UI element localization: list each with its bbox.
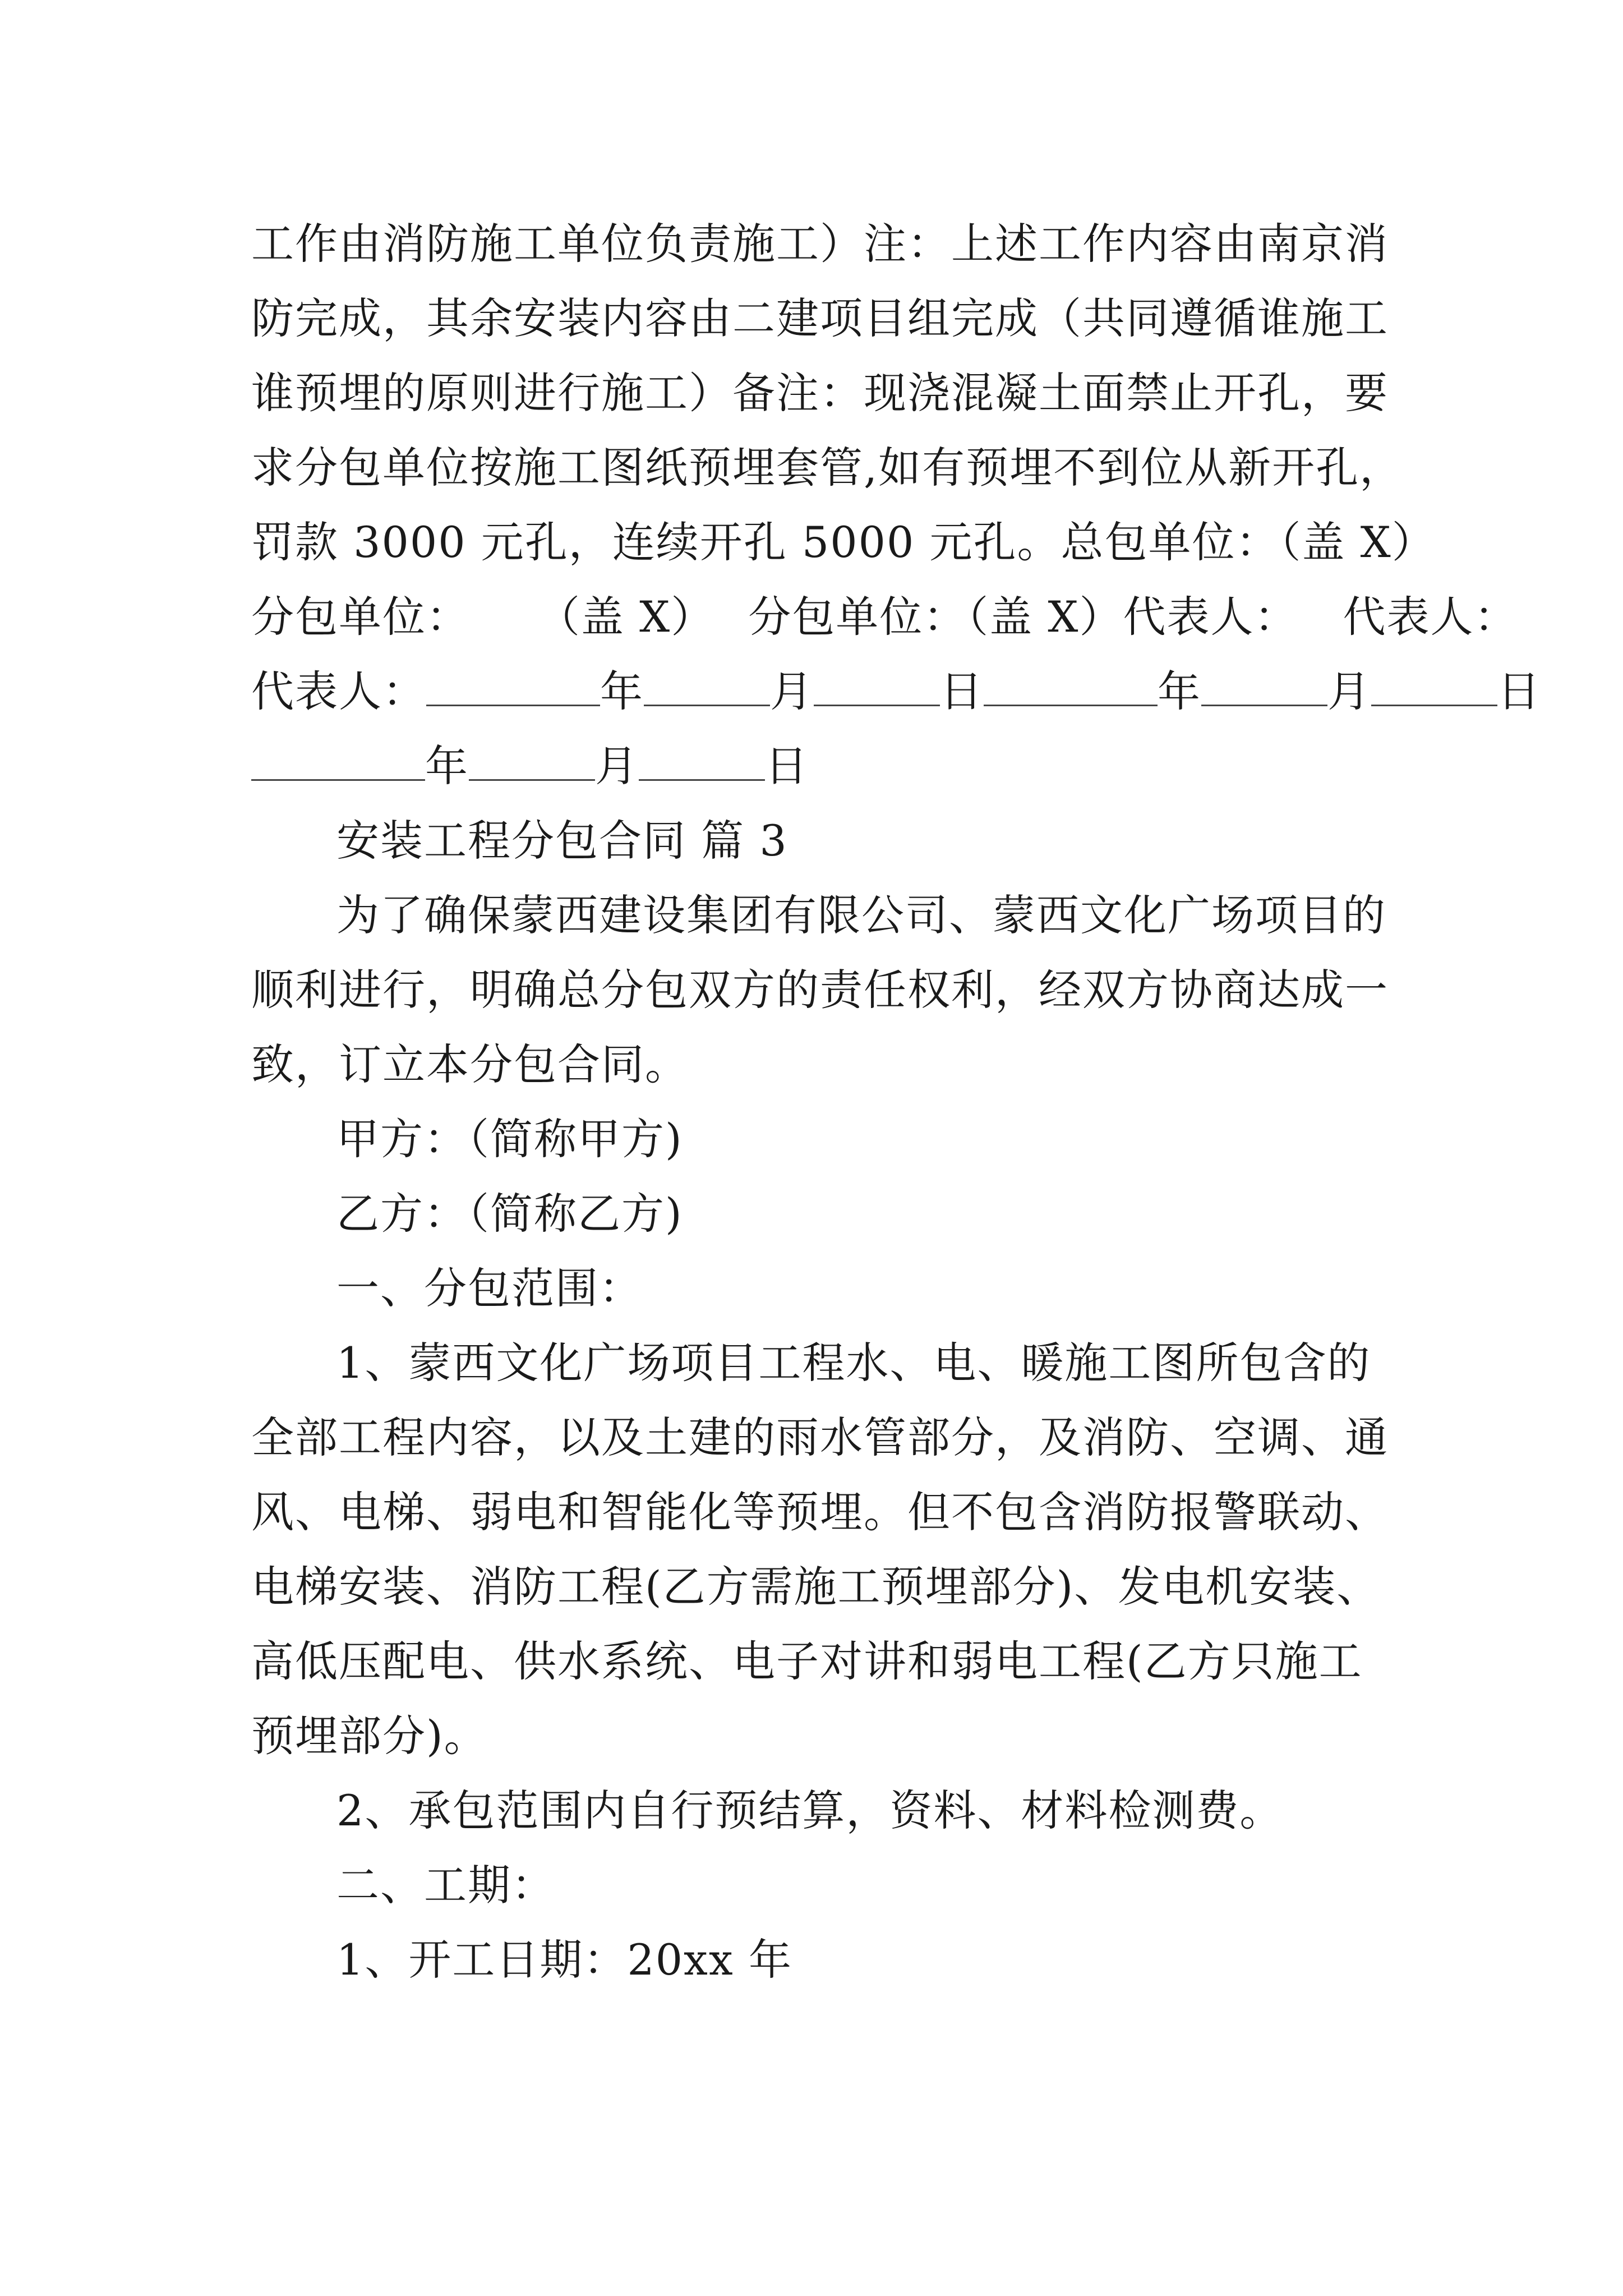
blank-line [984,665,1158,706]
paragraph-line: 电梯安装、消防工程(乙方需施工预埋部分)、发电机安装、 [251,1562,1381,1612]
text-line: 求分包单位按施工图纸预埋套管,如有预埋不到位从新开孔， [251,443,1404,493]
month-label: 月 [1327,666,1371,716]
paragraph-line: 预埋部分)。 [251,1711,488,1761]
signature-label: 代表人： [1343,592,1518,642]
year-label: 年 [1158,666,1201,716]
blank-line [1201,665,1327,706]
clause-heading: 一、分包范围： [336,1263,643,1313]
section-title: 安装工程分包合同 篇 3 [336,816,788,866]
signature-label: 分包单位： [251,592,470,642]
paragraph-line: 风、电梯、弱电和智能化等预埋。但不包含消防报警联动、 [251,1487,1389,1537]
text-line: 工作由消防施工单位负责施工）注：上述工作内容由南京消 [251,219,1389,269]
text-line: 罚款 3000 元孔，连续开孔 5000 元孔。总包单位：（盖 X） [251,517,1436,567]
month-label: 月 [770,666,814,716]
paragraph-line: 致，订立本分包合同。 [251,1039,689,1089]
blank-line [644,665,770,706]
signature-label: 分包单位：（盖 X）代表人： [748,592,1298,642]
party-b-line: 乙方：（简称乙方) [336,1189,683,1239]
date-row [251,664,1541,720]
representative-label: 代表人： [251,666,426,716]
blank-line [1371,665,1497,706]
signature-row [251,589,1518,645]
day-label: 日 [765,741,809,791]
paragraph-line: 顺利进行，明确总分包双方的责任权利，经双方协商达成一 [251,965,1389,1015]
day-label: 日 [940,666,984,716]
paragraph-line: 1、蒙西文化广场项目工程水、电、暖施工图所包含的 [336,1338,1371,1388]
year-label: 年 [425,741,469,791]
blank-line [639,740,765,781]
paragraph-line: 1、开工日期：20xx 年 [336,1935,792,1985]
day-label: 日 [1497,666,1541,716]
blank-line [426,665,600,706]
paragraph-line: 全部工程内容，以及土建的雨水管部分，及消防、空调、通 [251,1412,1389,1462]
paragraph-line: 高低压配电、供水系统、电子对讲和弱电工程(乙方只施工 [251,1636,1363,1686]
blank-line [469,740,595,781]
party-a-line: 甲方：（简称甲方) [336,1114,683,1164]
blank-line [814,665,940,706]
paragraph-line: 2、承包范围内自行预结算，资料、材料检测费。 [336,1786,1284,1835]
date-row [251,738,1429,794]
text-line: 谁预埋的原则进行施工）备注：现浇混凝土面禁止开孔，要 [251,368,1389,418]
text-line: 防完成，其余安装内容由二建项目组完成（共同遵循谁施工 [251,293,1389,343]
year-label: 年 [600,666,644,716]
clause-heading: 二、工期： [336,1860,555,1910]
paragraph-line: 为了确保蒙西建设集团有限公司、蒙西文化广场项目的 [336,890,1386,940]
seal-mark: （盖 X） [537,592,715,642]
blank-line [251,740,425,781]
month-label: 月 [595,741,639,791]
